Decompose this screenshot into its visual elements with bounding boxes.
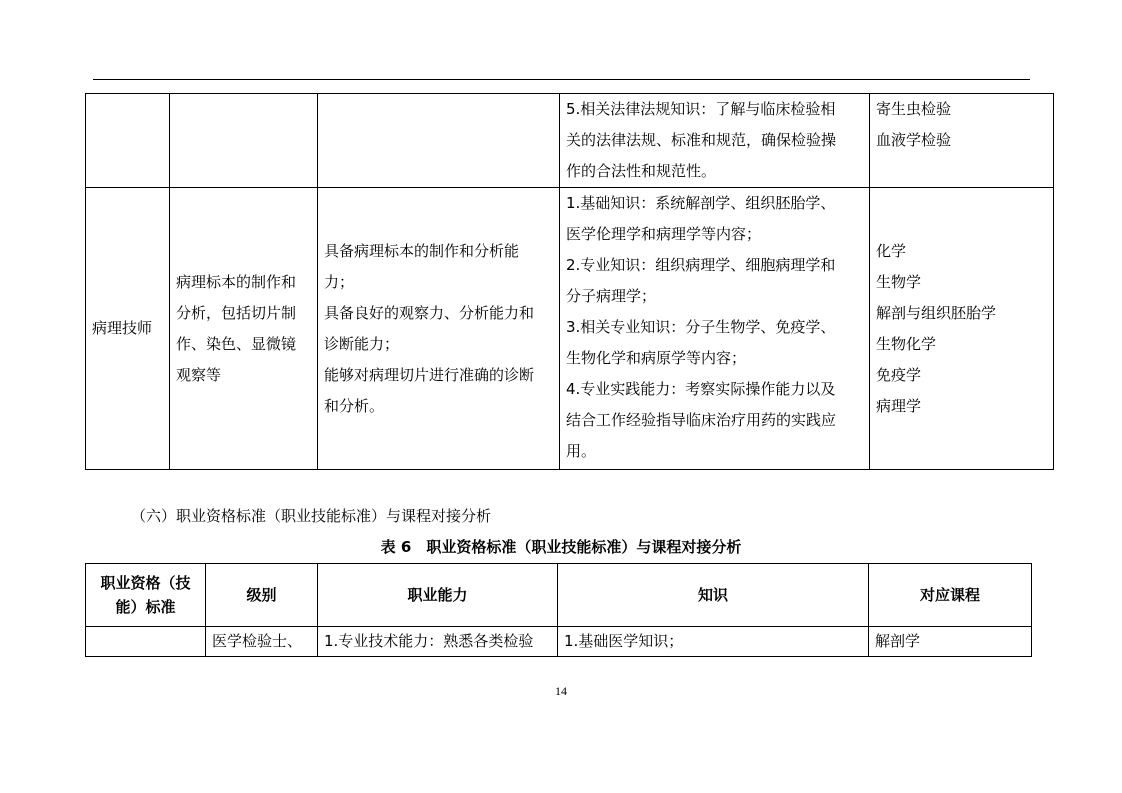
position-cell	[86, 94, 170, 188]
page-number: 14	[555, 684, 567, 698]
section-heading: （六）职业资格标准（职业技能标准）与课程对接分析	[131, 507, 492, 525]
header-rule	[93, 79, 1030, 80]
course-cell: 寄生虫检验 血液学检验	[870, 94, 1054, 188]
table-row	[86, 627, 1032, 657]
header-knowledge: 知识	[558, 564, 869, 627]
task-cell	[170, 94, 318, 188]
position-skill-table-continued	[85, 93, 1054, 470]
task-cell: 病理标本的制作和 分析，包括切片制 作、染色、显微镜 观察等	[170, 188, 318, 470]
course-cell: 解剖学	[869, 627, 1032, 657]
header-ability: 职业能力	[318, 564, 558, 627]
knowledge-cell: 1.基础医学知识；	[558, 627, 869, 657]
header-qualification: 职业资格（技 能）标准	[86, 564, 206, 627]
header-course: 对应课程	[869, 564, 1032, 627]
qualification-course-table	[85, 563, 1032, 657]
knowledge-cell: 5.相关法律法规知识：了解与临床检验相 关的法律法规、标准和规范，确保检验操 作的合法性和规范性。	[560, 94, 870, 188]
table-caption: 表 6 职业资格标准（职业技能标准）与课程对接分析	[380, 538, 742, 556]
knowledge-cell: 1.基础知识：系统解剖学、组织胚胎学、 医学伦理学和病理学等内容； 2.专业知识：组织病理学、细胞病理学和 分子病理学； 3.相关专业知识：分子生物学、免疫学、 生物化学和病原学等内容； 4.专业实践能力：考察实际操作能力以及 结合工作经验指导临床治疗用药的实践应 用。	[560, 188, 870, 470]
table-header-row	[86, 564, 1032, 627]
course-cell: 化学 生物学 解剖与组织胚胎学 生物化学 免疫学 病理学	[870, 188, 1054, 470]
header-level: 级别	[206, 564, 318, 627]
ability-cell: 具备病理标本的制作和分析能 力； 具备良好的观察力、分析能力和 诊断能力； 能够对病理切片进行准确的诊断 和分析。	[318, 188, 560, 470]
position-cell: 病理技师	[86, 188, 170, 470]
table-row	[86, 188, 1054, 470]
ability-cell	[318, 94, 560, 188]
level-cell: 医学检验士、	[206, 627, 318, 657]
qualification-cell	[86, 627, 206, 657]
table-row	[86, 94, 1054, 188]
ability-cell: 1.专业技术能力：熟悉各类检验	[318, 627, 558, 657]
